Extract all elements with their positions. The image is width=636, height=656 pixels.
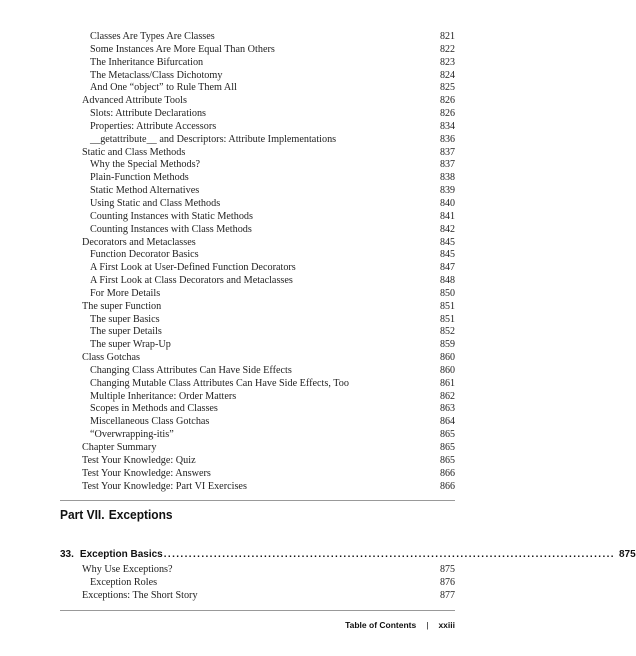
- toc-entry[interactable]: [82, 82, 455, 95]
- toc-entry-page: 847: [440, 262, 455, 274]
- toc-entry-title: For More Details: [90, 287, 161, 299]
- toc-entry-page: 838: [440, 172, 455, 184]
- toc-entry[interactable]: [82, 288, 455, 301]
- toc-entry[interactable]: [82, 326, 455, 339]
- part-label: Part VII.: [60, 507, 105, 522]
- toc-entry-title: Multiple Inheritance: Order Matters: [90, 390, 237, 402]
- toc-entry-page: 865: [440, 442, 455, 453]
- toc-entry-page: 851: [440, 313, 455, 325]
- toc-entry-title: Counting Instances with Class Methods: [90, 223, 252, 235]
- toc-entry[interactable]: [82, 275, 455, 288]
- toc-entry-page: 848: [440, 275, 455, 287]
- toc-entry-title: Why the Special Methods?: [90, 159, 201, 171]
- toc-entry-title: Static Method Alternatives: [90, 185, 200, 197]
- toc-entry-title: Why Use Exceptions?: [82, 564, 173, 575]
- toc-entry-title: Function Decorator Basics: [90, 249, 199, 261]
- toc-entry-title: Test Your Knowledge: Quiz: [82, 454, 196, 466]
- toc-entry-page: 839: [440, 185, 455, 197]
- toc-entry-title: Scopes in Methods and Classes: [90, 403, 218, 415]
- toc-entry-page: 850: [440, 287, 455, 299]
- toc-entry-page: 860: [440, 364, 455, 376]
- toc-entry-title: The Inheritance Bifurcation: [90, 56, 204, 68]
- toc-entry-title: __getattribute__ and Descriptors: Attribute Implementations: [90, 133, 337, 145]
- toc-entry-page: 861: [440, 377, 455, 389]
- page-footer: [345, 620, 455, 630]
- toc-entry-page: 877: [440, 589, 455, 601]
- toc-entry-page: 837: [440, 159, 455, 171]
- toc-entry[interactable]: [82, 442, 455, 455]
- toc-entry-title: The super Function: [82, 300, 162, 312]
- toc-entry[interactable]: [82, 403, 455, 416]
- toc-entry-page: 825: [440, 82, 455, 94]
- toc-entry[interactable]: [82, 455, 455, 468]
- toc-entry-page: 866: [440, 480, 455, 492]
- toc-entry[interactable]: [82, 365, 455, 378]
- toc-entry[interactable]: [82, 224, 455, 237]
- toc-entry-title: The super Details: [90, 326, 162, 338]
- toc-entry-title: Exceptions: The Short Story: [82, 589, 198, 601]
- toc-entry-page: 865: [440, 429, 455, 441]
- toc-entry-page: 822: [440, 43, 455, 55]
- toc-entry-page: 842: [440, 223, 455, 235]
- toc-entry[interactable]: [82, 121, 455, 134]
- toc-entry-page: 862: [440, 390, 455, 402]
- toc-entry[interactable]: [82, 590, 455, 603]
- toc-entry-title: Miscellaneous Class Gotchas: [90, 416, 210, 428]
- toc-list-continued: [82, 31, 455, 493]
- toc-entry[interactable]: [82, 378, 455, 391]
- toc-entry[interactable]: [82, 147, 455, 160]
- toc-entry[interactable]: [82, 391, 455, 404]
- footer-page-number: xxiii: [438, 620, 455, 630]
- toc-entry-title: A First Look at User-Defined Function Decorators: [90, 262, 296, 274]
- toc-entry-page: 875: [440, 564, 455, 575]
- toc-entry-page: 864: [440, 416, 455, 428]
- toc-entry[interactable]: [82, 249, 455, 262]
- toc-entry[interactable]: [82, 577, 455, 590]
- toc-entry[interactable]: [82, 57, 455, 70]
- toc-entry-page: 860: [440, 352, 455, 364]
- toc-entry-title: Some Instances Are More Equal Than Others: [90, 43, 275, 55]
- toc-entry-page: 845: [440, 249, 455, 261]
- toc-entry-title: “Overwrapping-itis”: [90, 429, 174, 441]
- toc-entry-title: Slots: Attribute Declarations: [90, 108, 207, 120]
- toc-entry-page: 834: [440, 120, 455, 132]
- toc-entry[interactable]: [82, 198, 455, 211]
- toc-entry-page: 826: [440, 108, 455, 120]
- toc-entry-title: Counting Instances with Static Methods: [90, 210, 253, 222]
- dot-leader: ............................................................................................................: [163, 549, 615, 560]
- toc-entry[interactable]: [82, 416, 455, 429]
- toc-entry[interactable]: [82, 301, 455, 314]
- toc-entry-page: 851: [440, 300, 455, 312]
- toc-entry-title: Classes Are Types Are Classes: [90, 31, 215, 42]
- toc-entry-page: 840: [440, 197, 455, 209]
- toc-entry[interactable]: [82, 262, 455, 275]
- toc-entry-title: Plain-Function Methods: [90, 172, 189, 184]
- toc-entry[interactable]: [82, 564, 455, 577]
- toc-entry[interactable]: [82, 172, 455, 185]
- footer-separator: |: [426, 620, 429, 630]
- toc-entry-page: 863: [440, 403, 455, 415]
- toc-entry-page: 824: [440, 69, 455, 81]
- footer-rule: [60, 610, 455, 611]
- toc-entry-title: Using Static and Class Methods: [90, 197, 221, 209]
- toc-entry-title: Properties: Attribute Accessors: [90, 120, 217, 132]
- toc-entry-title: Advanced Attribute Tools: [82, 95, 187, 107]
- part-title: Exceptions: [108, 507, 173, 522]
- toc-entry[interactable]: [82, 134, 455, 147]
- toc-entry[interactable]: [82, 70, 455, 83]
- toc-entry-title: And One “object” to Rule Them All: [90, 82, 237, 94]
- toc-entry-page: 866: [440, 467, 455, 479]
- chapter-page: 875: [618, 549, 636, 560]
- toc-entry-page: 859: [440, 339, 455, 351]
- toc-entry[interactable]: [82, 429, 455, 442]
- toc-entry-title: Changing Mutable Class Attributes Can Have Side Effects, Too: [90, 377, 349, 389]
- toc-entry[interactable]: [82, 352, 455, 365]
- toc-entry-page: 821: [440, 31, 455, 42]
- toc-entry[interactable]: [82, 185, 455, 198]
- toc-entry-title: The Metaclass/Class Dichotomy: [90, 69, 223, 81]
- part-heading[interactable]: [60, 507, 173, 522]
- toc-entry[interactable]: [82, 95, 455, 108]
- toc-entry-page: 845: [440, 236, 455, 248]
- toc-entry-title: Chapter Summary: [82, 442, 157, 453]
- toc-entry-title: The super Wrap-Up: [90, 339, 171, 351]
- toc-entry[interactable]: [82, 31, 455, 44]
- toc-entry[interactable]: [82, 339, 455, 352]
- toc-list-chapter-33: [82, 564, 455, 603]
- toc-entry-page: 826: [440, 95, 455, 107]
- toc-entry-title: Test Your Knowledge: Part VI Exercises: [82, 480, 247, 492]
- chapter-entry[interactable]: [60, 549, 636, 560]
- footer-section-label: Table of Contents: [345, 620, 417, 630]
- toc-entry-page: 852: [440, 326, 455, 338]
- toc-entry-page: 823: [440, 56, 455, 68]
- toc-entry-title: A First Look at Class Decorators and Metaclasses: [90, 275, 293, 287]
- toc-entry-page: 876: [440, 576, 455, 588]
- toc-entry[interactable]: [82, 44, 455, 57]
- toc-entry-page: 836: [440, 133, 455, 145]
- toc-entry[interactable]: [82, 211, 455, 224]
- toc-entry[interactable]: [82, 237, 455, 250]
- toc-entry-title: Changing Class Attributes Can Have Side Effects: [90, 364, 292, 376]
- toc-entry-title: Test Your Knowledge: Answers: [82, 467, 211, 479]
- toc-entry-page: 837: [440, 146, 455, 158]
- toc-entry[interactable]: [82, 159, 455, 172]
- toc-entry-title: The super Basics: [90, 313, 160, 325]
- toc-entry[interactable]: [82, 108, 455, 121]
- toc-entry-title: Exception Roles: [90, 576, 158, 588]
- chapter-title: Exception Basics: [79, 549, 163, 560]
- toc-entry-title: Decorators and Metaclasses: [82, 236, 196, 248]
- toc-entry[interactable]: [82, 468, 455, 481]
- toc-entry-page: 841: [440, 210, 455, 222]
- toc-entry-title: Static and Class Methods: [82, 146, 186, 158]
- toc-entry-title: Class Gotchas: [82, 352, 141, 364]
- toc-entry[interactable]: [82, 314, 455, 327]
- toc-entry-page: 865: [440, 454, 455, 466]
- toc-entry[interactable]: [82, 481, 455, 494]
- part-divider-rule: [60, 500, 455, 501]
- chapter-number: 33.: [60, 549, 74, 560]
